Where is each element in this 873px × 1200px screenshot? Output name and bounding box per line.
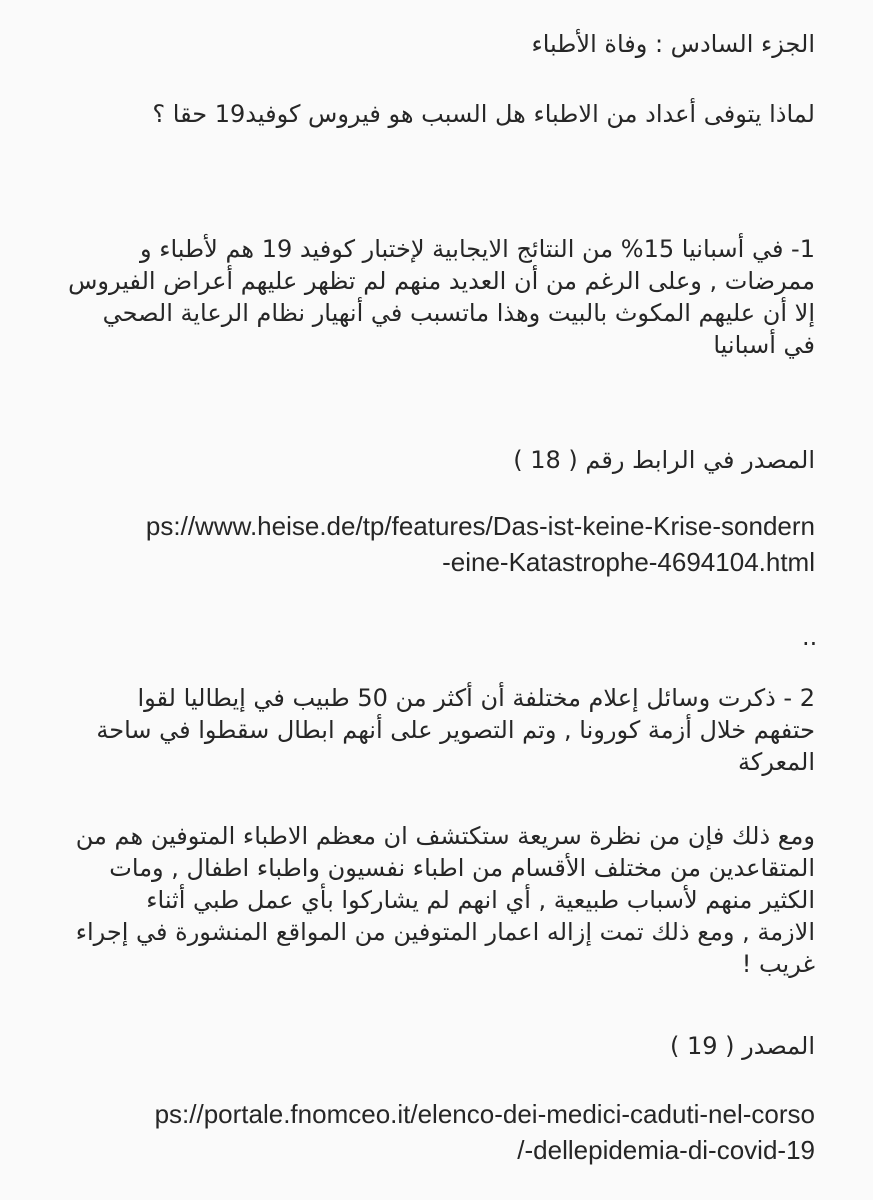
paragraph-line: غريب ! <box>741 950 815 978</box>
paragraph-line: إلا أن عليهم المكوث بالبيت وهذا ماتسبب في أنهيار نظام الرعاية الصحي <box>102 299 815 327</box>
paragraph-line: حتفهم خلال أزمة كورونا , وتم التصوير على أنهم ابطال سقطوا في ساحة <box>96 716 815 744</box>
paragraph-line: ممرضات , وعلى الرغم من أن العديد منهم لم تظهر عليهم أعراض الفيروس <box>68 267 815 295</box>
link-line[interactable]: /-dellepidemia-di-covid-19 <box>517 1135 815 1165</box>
paragraph-line: 2 - ذكرت وسائل إعلام مختلفة أن أكثر من 50 طبيب في إيطاليا لقوا <box>137 684 815 712</box>
paragraph-line: ومع ذلك فإن من نظرة سريعة ستكتشف ان معظم الاطباء المتوفين هم من <box>75 822 815 850</box>
source-link-19[interactable] <box>155 1096 815 1168</box>
source-reference-18: المصدر في الرابط رقم ( 18 ) <box>513 446 815 474</box>
link-line[interactable]: -eine-Katastrophe-4694104.html <box>442 547 815 577</box>
paragraph-line: الكثير منهم لأسباب طبيعية , أي انهم لم يشاركوا بأي عمل طبي أثناء <box>146 886 815 914</box>
point-1-paragraph <box>55 233 815 361</box>
link-line[interactable]: ps://portale.fnomceo.it/elenco-dei-medici-caduti-nel-corso <box>154 1099 815 1129</box>
paragraph-line: المتقاعدين من مختلف الأقسام من اطباء نفسيون واطباء اطفال , ومات <box>109 854 815 882</box>
section-heading: الجزء السادس : وفاة الأطباء <box>531 30 815 58</box>
source-link-18[interactable] <box>146 508 815 580</box>
paragraph-3 <box>55 820 815 980</box>
paragraph-line: المعركة <box>738 748 815 776</box>
separator-dots: .. <box>802 623 818 651</box>
source-reference-19: المصدر ( 19 ) <box>669 1032 815 1060</box>
paragraph-line: في أسبانيا <box>713 331 815 359</box>
paragraph-line: الازمة , ومع ذلك تمت إزاله اعمار المتوفين من المواقع المنشورة في إجراء <box>75 918 815 946</box>
link-line[interactable]: ps://www.heise.de/tp/features/Das-ist-keine-Krise-sondern <box>145 511 815 541</box>
paragraph-line: 1- في أسبانيا 15% من النتائج الايجابية لإختبار كوفيد 19 هم لأطباء و <box>139 235 815 263</box>
question-line: لماذا يتوفى أعداد من الاطباء هل السبب هو فيروس كوفيد19 حقا ؟ <box>152 100 815 128</box>
point-2-paragraph <box>55 682 815 778</box>
